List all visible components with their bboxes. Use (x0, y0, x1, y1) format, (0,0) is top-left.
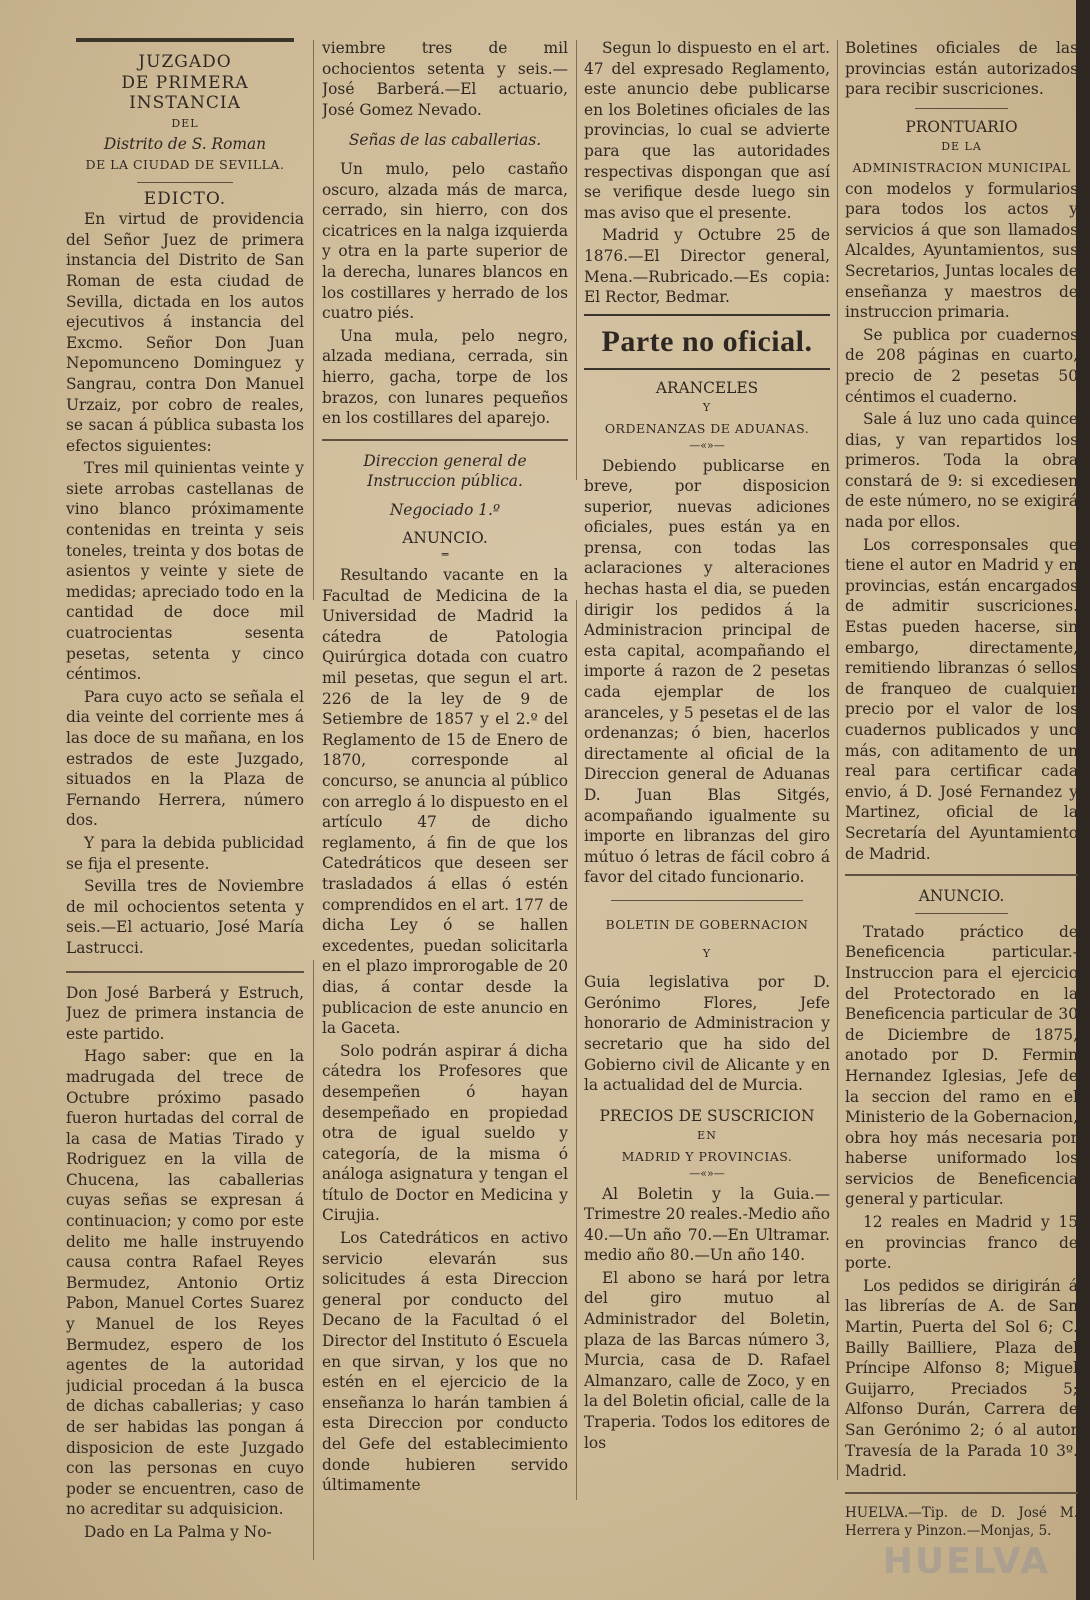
senas-heading: Señas de las caballerias. (348, 131, 542, 150)
anuncio-paragraph: 12 reales en Madrid y 15 en provincias franco de porte. (845, 1213, 1078, 1273)
article-separator (66, 971, 304, 973)
precios-paragraph: El abono se hará por letra del giro mutuo al Administrador del Boletin, plaza de las Barcas número 3, Murcia, casa de D. Rafael Almanzaro, calle de Zoco, y en la del Boletin oficial, calle de la Traperia. Todos los editores de los (584, 1268, 830, 1452)
column-rule-1b (313, 960, 314, 1560)
parte-banner (584, 314, 830, 370)
precios-heading: PRECIOS DE SUSCRICION (599, 1106, 815, 1125)
article-separator (322, 439, 568, 441)
aranceles-paragraph: Debiendo publicarse en breve, por disposicion superior, nuevas adiciones oficiales, pues están ya en prensa, con todas las aclaraciones y alteraciones hechas hasta el dia, se pueden dirigir los pedidos á la Administracion principal de esta capital, acompañando el importe á razon de 2 pesetas cada ejemplar de los aranceles, y 5 pesetas el de las ordenanzas; ó bien, hacerlos directamente al oficial de la Direccion general de Aduanas D. Juan Blas Sitgés, acompañando igualmente su importe en libranzas del giro mútuo ó letras de fácil cobro á favor del citado funcionario. (584, 456, 830, 887)
ornament-divider: —«»— (689, 1166, 725, 1180)
prontuario-paragraph: Sale á luz uno cada quince dias, y van repartidos los primeros. Toda la obra constará de 9: si excediesen de este número, no se exigirá nada por ellos. (845, 410, 1078, 532)
edict-paragraph: En virtud de providencia del Señor Juez de primera instancia del Distrito de San Roman de esta ciudad de Sevilla, dictada en los autos ejecutivos á instancia del Excmo. Señor Don Juan Nepomunceno Dominguez y Sangrau, contra Don Manuel Urzaiz, por cobro de reales, se sacan á pública subasta los efectos siguientes: (66, 210, 304, 455)
imprint: HUELVA.—Tip. de D. José M. Herrera y Pinzon.—Monjas, 5. (845, 1504, 1078, 1539)
ornament-divider: ═ (441, 548, 449, 562)
prontuario-subheading: ADMINISTRACION MUNICIPAL (852, 159, 1071, 175)
edict-paragraph: Y para la debida publicidad se fija el presente. (66, 833, 304, 873)
boletin-heading: BOLETIN DE GOBERNACION (605, 916, 809, 932)
anuncio-paragraph: Los Catedráticos en activo servicio elevarán sus solicitudes á esta Direccion general por conducto del Decano de la Facultad ó el Director del Instituto ó Escuela en que sirvan, y los que no estén en el ejercicio de la enseñanza lo harán tambien á esta Direccion por conducto del Gefe del establecimiento donde hubieren servido últimamente (322, 1229, 568, 1495)
edict-paragraph: Tres mil quinientas veinte y siete arrobas castellanas de vino blanco próximamente contenidas en treinta y seis toneles, treinta y dos botas de asientos y veinte y siete de medidas; apreciado todo en la cantidad de doce mil cuatrocientas sesenta pesetas, setenta y cinco céntimos. (66, 459, 304, 684)
ornament-divider: —«»— (689, 438, 725, 452)
archive-watermark: HUELVA (882, 1541, 1050, 1582)
court-city: DE LA CIUDAD DE SEVILLA. (85, 156, 285, 172)
page-edge-shadow (1076, 0, 1090, 1600)
court-title: JUZGADO (138, 52, 232, 72)
prontuario-paragraph: Se publica por cuadernos de 208 páginas en cuarto, precio de 2 pesetas 50 céntimos el cuaderno. (845, 325, 1078, 406)
negociado: Negociado 1.º (389, 500, 501, 519)
aranceles-heading: ARANCELES (655, 378, 759, 397)
intro-paragraph: Segun lo dispuesto en el art. 47 del expresado Reglamento, este anuncio debe publicarse en los Boletines oficiales de las provincias, lo cual se advierte para que las autoridades respectivas dispongan que así se verifique desde luego sin mas aviso que el presente. (584, 39, 830, 222)
court-district: Distrito de S. Roman (103, 135, 267, 154)
article-separator (611, 900, 803, 901)
edict-paragraph: Para cuyo acto se señala el dia veinte del corriente mes á las doce de su mañana, en los estrados de este Juzgado, situados en la Plaza de Fernando Herrera, número dos. (66, 687, 304, 830)
column-1 (66, 38, 304, 1594)
boletin-y: Y (702, 946, 712, 960)
section-rule (137, 182, 232, 183)
notice-paragraph: Hago saber: que en la madrugada del trece de Octubre próximo pasado fueron hurtadas del corral de la casa de Matias Tirado y Rodriguez en la villa de Chucena, las caballerias cuyas señas se expresan á continuacion; y como por este delito me halle instruyendo causa contra Rafael Reyes Bermudez, Antonio Ortiz Pabon, Manuel Cortes Suarez y Manuel de los Reyes Bermudez, espero de los agentes de la autoridad judicial procedan á la busca de dichas caballerias; y caso de ser habidas las pongan á disposicion de este Juzgado con las personas en cuyo poder se encuentren, caso de no acreditar su adquisicion. (66, 1047, 304, 1519)
column-rule-1a (313, 40, 314, 600)
top-rule (76, 38, 295, 42)
precios-en: EN (697, 1129, 717, 1143)
anuncio-paragraph: Resultando vacante en la Facultad de Medicina de la Universidad de Madrid la cátedra de Patologia Quirúrgica dotada con cuatro mil pesetas, que segun el art. 226 de la ley de 9 de Setiembre de 1857 y el 2.º del Reglamento de 15 de Enero de 1870, corresponde al concurso, se anuncia al público con arreglo á lo dispuesto en el artículo 47 de dicho reglamento, á fin de que los Catedráticos que deseen ser trasladados á ellas ó estén comprendidos en el art. 177 de dicha Ley ó se hallen excedentes, puedan solicitarla en el plazo improrogable de 20 dias, á contar desde la publicacion de este anuncio en la Gaceta. (322, 566, 568, 1038)
continuation-text: viembre tres de mil ochocientos setenta y seis.—José Barberá.—El actuario, José Gomez Nevado. (322, 39, 568, 119)
section-rule (915, 913, 1008, 914)
parte-heading: Parte no oficial. (601, 324, 813, 358)
court-subtitle: DE PRIMERA INSTANCIA (121, 72, 249, 114)
intro-paragraph: Boletines oficiales de las provincias están autorizados para recibir suscriciones. (845, 39, 1078, 99)
notice-paragraph: Don José Barberá y Estruch, Juez de primera instancia de este partido. (66, 983, 304, 1043)
edict-heading: EDICTO. (143, 188, 227, 209)
boletin-paragraph: Guia legislativa por D. Gerónimo Flores, Jefe honorario de Administracion y secretario que ha sido del Gobierno civil de Alicante y en la actualidad del de Murcia. (584, 973, 830, 1095)
direccion-heading: Direccion general de Instruccion pública. (363, 451, 527, 491)
anuncio-heading: ANUNCIO. (402, 529, 488, 548)
senas-paragraph: Un mulo, pelo castaño oscuro, alzada más de marca, cerrado, sin hierro, con dos cicatrices en la nalga izquierda y otra en la parte superior de la derecha, lunares blancos en los costillares y herrado de los cuatro piés. (322, 159, 568, 323)
prontuario-heading: PRONTUARIO (905, 117, 1018, 136)
prontuario-paragraph: Los corresponsales que tiene el autor en Madrid y en provincias, están encargados de admitir suscriciones. Estas pueden hacerse, sin embargo, directamente, remitiendo libranzas ó sellos de franqueo de cualquier precio por el valor de los cuadernos publicados y uno más, con aditamento de un real para certificar cada envio, á D. José Fernandez y Martinez, oficial de la Secretaría del Ayuntamiento de Madrid. (845, 535, 1078, 863)
anuncio-paragraph: Solo podrán aspirar á dicha cátedra los Profesores que desempeñen ó hayan desempeñado en propiedad otra de igual sueldo y categoría, de la misma ó análoga asignatura y tengan el título de Doctor en Medicina y Cirujia. (322, 1041, 568, 1225)
aranceles-y: Y (702, 401, 712, 415)
precios-subheading: MADRID Y PROVINCIAS. (621, 1148, 793, 1164)
article-separator (845, 874, 1078, 876)
prontuario-de-la: DE LA (941, 140, 982, 154)
prontuario-paragraph: con modelos y formularios para todos los actos y servicios á que son llamados Alcaldes, Ayuntamientos, sus Secretarios, Juntas locales de enseñanza y maestros de instruccion primaria. (845, 179, 1078, 322)
precios-paragraph: Al Boletin y la Guia.—Trimestre 20 reales.-Medio año 40.—Un año 70.—En Ultramar. medio año 80.—Un año 140. (584, 1184, 830, 1265)
imprint-rule (845, 1492, 1078, 1494)
anuncio-heading: ANUNCIO. (918, 887, 1005, 906)
edict-paragraph: Sevilla tres de Noviembre de mil ochocientos setenta y seis.—El actuario, José María Lastrucci. (66, 877, 304, 957)
column-2 (322, 38, 568, 1594)
senas-paragraph: Una mula, pelo negro, alzada mediana, cerrada, sin hierro, gacha, torpe de los brazos, con lunares pequeños en los costillares del aparejo. (322, 326, 568, 428)
column-4 (845, 38, 1078, 1594)
column-3 (584, 38, 830, 1594)
column-rule-2b (576, 600, 577, 1500)
notice-paragraph: Dado en La Palma y No- (84, 1522, 272, 1541)
anuncio-paragraph: Los pedidos se dirigirán á las librerías de A. de San Martin, Puerta del Sol 6; C. Bailly Bailliere, Plaza del Príncipe Alfonso 8; Miguel Guijarro, Preciados 5; Alfonso Durán, Carrera de San Gerónimo 2; ó al autor Travesía de la Parada 10 3º. Madrid. (845, 1276, 1078, 1481)
section-rule (915, 108, 1008, 109)
column-rule-2a (576, 40, 577, 480)
court-del: DEL (171, 116, 199, 130)
column-rule-3 (837, 40, 838, 1480)
aranceles-subheading: ORDENANZAS DE ADUANAS. (604, 420, 810, 436)
anuncio-paragraph: Tratado práctico de Beneficencia particular.-Instruccion para el ejercicio del Protectorado en la Beneficencia particular de 30 de Diciembre de 1875, anotado por D. Fermin Hernandez Iglesias, Jefe de la seccion del ramo en el Ministerio de la Gobernacion, obra hoy más necesaria por haberse uniformado los servicios de Beneficencia general y particular. (845, 922, 1078, 1209)
signature-paragraph: Madrid y Octubre 25 de 1876.—El Director general, Mena.—Rubricado.—Es copia: El Rector, Bedmar. (584, 226, 830, 307)
